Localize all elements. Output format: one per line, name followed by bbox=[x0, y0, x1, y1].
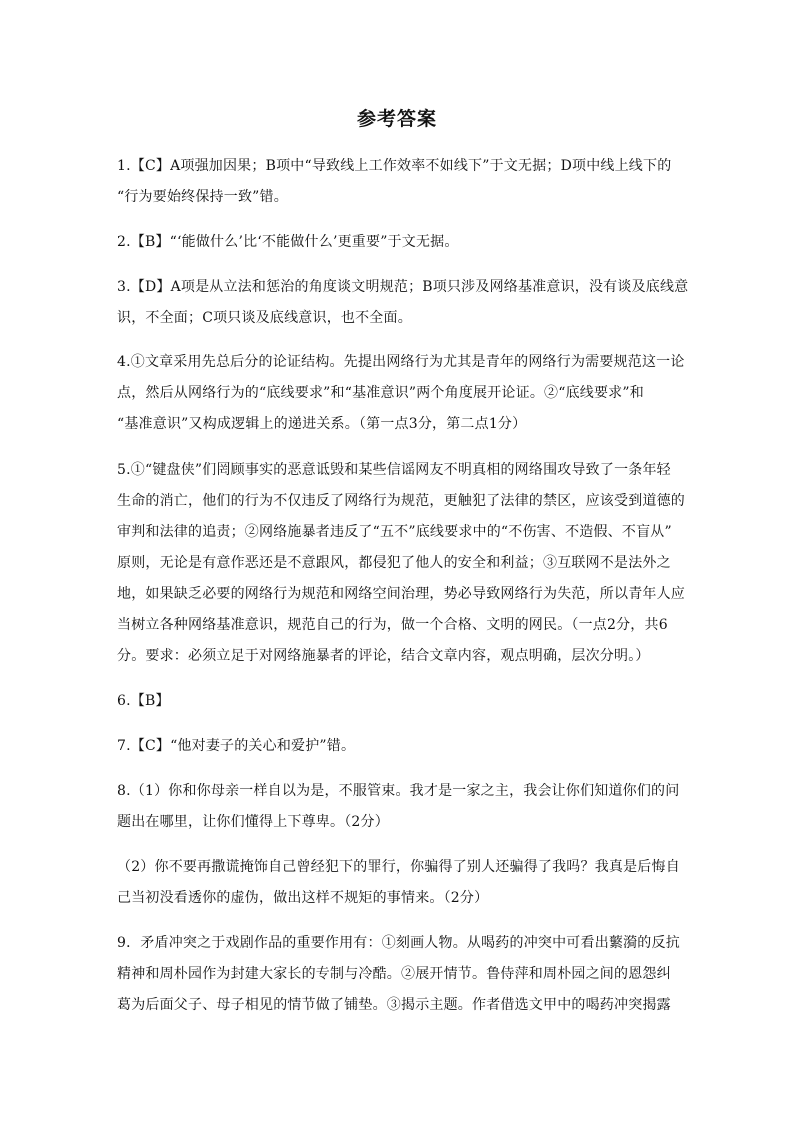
answer-8-part-2 bbox=[117, 852, 679, 914]
answer-5 bbox=[117, 455, 685, 672]
answer-8-2-line-1: （2）你不要再撒谎掩饰自己曾经犯下的罪行，你骗得了别人还骗得了我吗？我真是后悔自 bbox=[117, 859, 680, 875]
answer-8-1-line-1: 8.（1）你和你母亲一样自以为是，不服管束。我才是一家之主，我会让你们知道你们的问 bbox=[117, 783, 680, 799]
answer-4-line-2: 点，然后从网络行为的“底线要求”和“基准意识”两个角度展开论证。②“底线要求”和 bbox=[117, 385, 644, 401]
answer-2 bbox=[117, 227, 679, 258]
answer-6 bbox=[117, 686, 679, 717]
page-title: 参考答案 bbox=[356, 108, 437, 130]
answer-8-2-line-2: 己当初没看透你的虚伪，做出这样不规矩的事情来。（2分） bbox=[117, 890, 489, 906]
answer-9-line-2: 精神和周朴园作为封建大家长的专制与冷酷。②展开情节。鲁侍萍和周朴园之间的恩怨纠 bbox=[117, 966, 671, 982]
answer-8-1-line-2: 题出在哪里，让你们懂得上下尊卑。（2分） bbox=[117, 814, 389, 830]
answer-2-line-1: 2.【B】“‘能做什么’比‘不能做什么’更重要”于文无据。 bbox=[117, 234, 459, 250]
answer-8-part-1 bbox=[117, 776, 679, 838]
answer-7 bbox=[117, 731, 679, 762]
answer-5-line-5: 地，如果缺乏必要的网络行为规范和网络空间治理，势必导致网络行为失范，所以青年人应 bbox=[117, 586, 685, 602]
answer-9-line-3: 葛为后面父子、母子相见的情节做了铺垫。③揭示主题。作者借选文甲中的喝药冲突揭露 bbox=[117, 997, 671, 1013]
answer-9-line-1: 9．矛盾冲突之于戏剧作品的重要作用有：①刻画人物。从喝药的冲突中可看出蘩漪的反抗 bbox=[117, 935, 680, 951]
answer-5-line-1: 5.①“键盘侠”们罔顾事实的恶意诋毁和某些信谣网友不明真相的网络围攻导致了一条年轻 bbox=[117, 462, 671, 478]
answer-4 bbox=[117, 347, 685, 440]
answer-5-line-4: 原则，无论是有意作恶还是不意跟风，都侵犯了他人的安全和利益；③互联网不是法外之 bbox=[117, 555, 671, 571]
answer-7-line-1: 7.【C】“他对妻子的关心和爱护”错。 bbox=[117, 738, 356, 754]
answer-1-line-1: 1.【C】A项强加因果；B项中“导致线上工作效率不如线下”于文无据；D项中线上线下的 bbox=[117, 158, 672, 174]
answer-3-line-1: 3.【D】A项是从立法和惩治的角度谈文明规范；B项只涉及网络基准意识，没有谈及底线意 bbox=[117, 279, 689, 295]
answer-5-line-6: 当树立各种网络基准意识，规范自己的行为，做一个合格、文明的网民。（一点2分，共6 bbox=[117, 617, 668, 633]
answer-5-line-2: 生命的消亡，他们的行为不仅违反了网络行为规范，更触犯了法律的禁区，应该受到道德的 bbox=[117, 493, 685, 509]
answer-4-line-1: 4.①文章采用先总后分的论证结构。先提出网络行为尤其是青年的网络行为需要规范这一论 bbox=[117, 354, 685, 370]
answer-3-line-2: 识，不全面；C项只谈及底线意识，也不全面。 bbox=[117, 310, 412, 326]
answer-3 bbox=[117, 272, 689, 334]
answer-6-line-1: 6.【B】 bbox=[117, 693, 170, 709]
answer-1-line-2: “行为要始终保持一致”错。 bbox=[117, 189, 288, 205]
answer-5-line-7: 分。要求：必须立足于对网络施暴者的评论，结合文章内容，观点明确，层次分明。） bbox=[117, 648, 650, 664]
answer-5-line-3: 审判和法律的追责；②网络施暴者违反了“五不”底线要求中的“不伤害、不造假、不盲从” bbox=[117, 524, 672, 540]
answer-9 bbox=[117, 928, 679, 1021]
answer-4-line-3: “基准意识”又构成逻辑上的递进关系。（第一点3分，第二点1分） bbox=[117, 416, 527, 432]
answer-1 bbox=[117, 151, 679, 213]
